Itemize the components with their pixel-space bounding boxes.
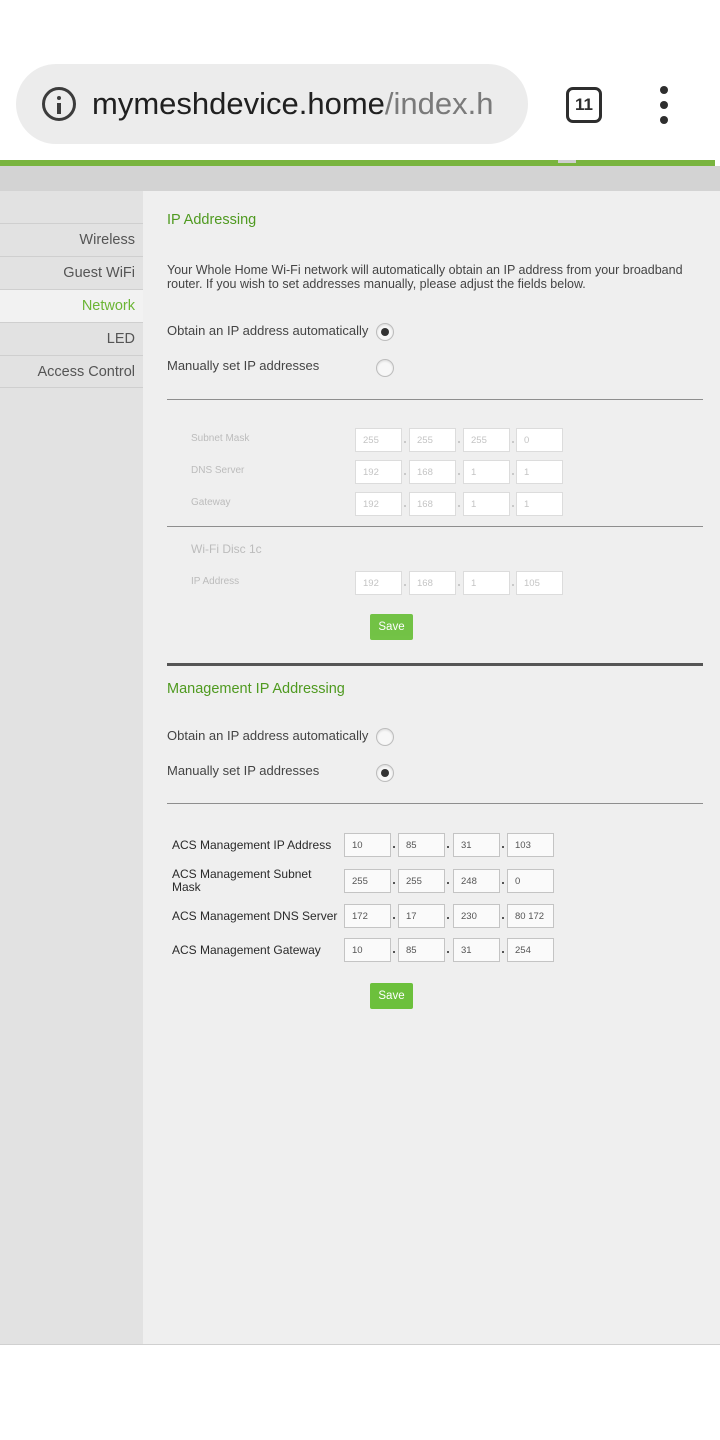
acs-gateway-octet-4[interactable]: 254	[507, 938, 554, 962]
sidebar-item-guest-wifi[interactable]	[0, 256, 143, 289]
disc-ip-octet-2[interactable]: 168	[409, 571, 456, 595]
disc-ip-address-label: IP Address	[191, 576, 240, 587]
dns-server-octet-2[interactable]: 168	[409, 460, 456, 484]
disc-ip-octet-4[interactable]: 105	[516, 571, 563, 595]
page-header-strip	[0, 166, 720, 191]
divider	[167, 803, 703, 804]
section-divider	[167, 663, 703, 666]
acs-gateway-octet-2[interactable]: 85	[398, 938, 445, 962]
url-host: mymeshdevice.home	[92, 86, 385, 121]
sidebar-item-led[interactable]	[0, 322, 143, 355]
disc-ip-octet-1[interactable]: 192	[355, 571, 402, 595]
subnet-mask-octet-4[interactable]: 0	[516, 428, 563, 452]
acs-dns-octet-2[interactable]: 17	[398, 904, 445, 928]
ip-addressing-title: IP Addressing	[167, 212, 257, 228]
acs-subnet-octet-4[interactable]: 0	[507, 869, 554, 893]
sidebar-item-label: Access Control	[37, 364, 135, 380]
tab-count: 11	[575, 95, 593, 114]
gateway-label: Gateway	[191, 497, 231, 508]
page-bottom-border	[0, 1344, 720, 1345]
info-icon[interactable]	[42, 87, 76, 121]
gateway-octet-4[interactable]: 1	[516, 492, 563, 516]
acs-ip-octet-2[interactable]: 85	[398, 833, 445, 857]
acs-subnet-octet-3[interactable]: 248	[453, 869, 500, 893]
acs-subnet-octet-1[interactable]: 255	[344, 869, 391, 893]
subnet-mask-octet-1[interactable]: 255	[355, 428, 402, 452]
url-text[interactable]	[92, 86, 512, 122]
dns-server-label: DNS Server	[191, 465, 245, 476]
management-save-button[interactable]: Save	[370, 983, 413, 1009]
url-path: /index.h	[384, 86, 494, 121]
sidebar-item-label: Wireless	[79, 232, 135, 248]
acs-gateway-octet-3[interactable]: 31	[453, 938, 500, 962]
acs-dns-label: ACS Management DNS Server	[172, 909, 338, 923]
address-bar[interactable]	[16, 64, 528, 144]
ip-auto-radio[interactable]	[376, 323, 394, 341]
mgmt-auto-label: Obtain an IP address automatically	[167, 728, 369, 743]
acs-dns-octet-4[interactable]: 80 172	[507, 904, 554, 928]
disc-ip-octet-3[interactable]: 1	[463, 571, 510, 595]
subnet-mask-label: Subnet Mask	[191, 433, 250, 444]
mgmt-manual-radio[interactable]	[376, 764, 394, 782]
divider	[167, 526, 703, 527]
sidebar-item-wireless[interactable]	[0, 223, 143, 256]
acs-dns-octet-3[interactable]: 230	[453, 904, 500, 928]
ip-addressing-description: Your Whole Home Wi-Fi network will automatically obtain an IP address from your broadband router. If you wish to set addresses manually, please adjust the fields below.	[167, 263, 683, 291]
more-options-icon[interactable]	[656, 86, 672, 124]
management-title: Management IP Addressing	[167, 681, 345, 697]
acs-ip-octet-1[interactable]: 10	[344, 833, 391, 857]
gateway-octet-3[interactable]: 1	[463, 492, 510, 516]
dns-server-octet-3[interactable]: 1	[463, 460, 510, 484]
ip-auto-label: Obtain an IP address automatically	[167, 323, 369, 338]
mgmt-manual-label: Manually set IP addresses	[167, 763, 320, 778]
sidebar-item-label: Network	[81, 298, 135, 314]
subnet-mask-octet-3[interactable]: 255	[463, 428, 510, 452]
acs-ip-octet-3[interactable]: 31	[453, 833, 500, 857]
ip-manual-label: Manually set IP addresses	[167, 358, 320, 373]
gateway-octet-1[interactable]: 192	[355, 492, 402, 516]
dns-server-octet-4[interactable]: 1	[516, 460, 563, 484]
ip-save-button[interactable]: Save	[370, 614, 413, 640]
browser-toolbar	[0, 0, 720, 160]
ip-manual-radio[interactable]	[376, 359, 394, 377]
acs-ip-label: ACS Management IP Address	[172, 838, 332, 852]
sidebar-item-label: LED	[106, 331, 135, 347]
tab-switcher-button[interactable]	[566, 87, 602, 123]
acs-subnet-label: ACS Management Subnet Mask	[172, 867, 312, 894]
dns-server-octet-1[interactable]: 192	[355, 460, 402, 484]
mgmt-auto-radio[interactable]	[376, 728, 394, 746]
sidebar-item-network[interactable]	[0, 289, 143, 322]
subnet-mask-octet-2[interactable]: 255	[409, 428, 456, 452]
divider	[167, 399, 703, 400]
sidebar-item-access-control[interactable]	[0, 355, 143, 388]
acs-ip-octet-4[interactable]: 103	[507, 833, 554, 857]
header-tab-marker	[558, 160, 576, 163]
acs-gateway-octet-1[interactable]: 10	[344, 938, 391, 962]
acs-subnet-octet-2[interactable]: 255	[398, 869, 445, 893]
wifi-disc-title: Wi-Fi Disc 1c	[191, 542, 262, 556]
sidebar-item-label: Guest WiFi	[63, 265, 135, 281]
acs-gateway-label: ACS Management Gateway	[172, 943, 321, 957]
gateway-octet-2[interactable]: 168	[409, 492, 456, 516]
acs-dns-octet-1[interactable]: 172	[344, 904, 391, 928]
